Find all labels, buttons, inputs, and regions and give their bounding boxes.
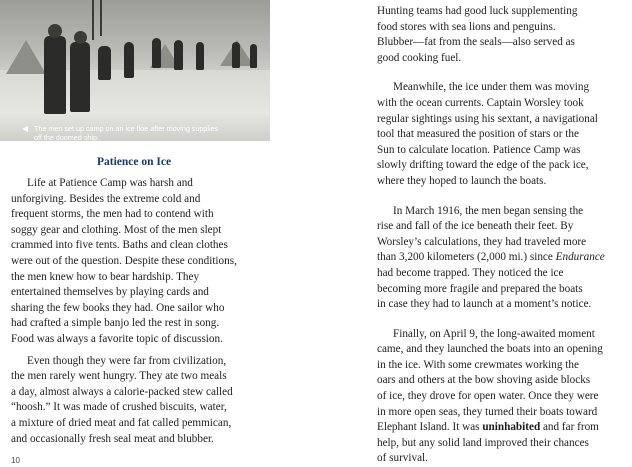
text-line: with the ocean currents. Captain Worsley took: [377, 96, 584, 109]
text-line: “hoosh.” It was made of crushed biscuits, water,: [11, 401, 227, 414]
text-line: regular sightings using his sextant, a navigational: [377, 112, 598, 125]
text-line: of survival.: [377, 452, 428, 465]
text-line: Sun to calculate location. Patience Camp was: [377, 143, 581, 156]
text-line: Food was always a favorite topic of discussion.: [11, 332, 223, 345]
text-line: a mixture of dried meat and fat called pemmican,: [11, 416, 232, 429]
text-line: in more open seas, they turned their boats toward: [377, 405, 598, 418]
text-line: tool that measured the position of stars or the: [377, 128, 579, 141]
man-figure: [232, 42, 240, 68]
text-line: Blubber—fat from the seals—also served as: [377, 36, 575, 49]
paragraph-gap: [377, 66, 629, 80]
bold-term: uninhabited: [482, 421, 541, 434]
text-line: oars and others at the bow shoving aside blocks: [377, 374, 591, 387]
text-line: Hunting teams had good luck supplementing: [377, 5, 578, 17]
ship-mast: [92, 0, 94, 40]
text-line: Meanwhile, the ice under them was moving: [393, 81, 590, 94]
man-head: [48, 24, 62, 38]
ship-name: Endurance: [555, 251, 605, 264]
text-line: than 3,200 kilometers (2,000 mi.) since Endurance: [377, 251, 605, 264]
man-figure: [152, 38, 161, 68]
text-line: Elephant Island. It was uninhabited and far from: [377, 421, 599, 434]
text-line: in case they had to launch at a moment’s notice.: [377, 298, 592, 311]
right-column: [377, 4, 629, 467]
ship-mast: [100, 0, 102, 36]
text-line: entertained themselves by playing cards and: [11, 286, 209, 299]
text-line: had crafted a simple banjo led the rest in song.: [11, 317, 220, 330]
text-line: came, and they launched the boats into an opening: [377, 343, 603, 356]
photo-caption: ◀ The men set up camp on an ice floe after moving supplies off the doomed ship.: [22, 124, 219, 141]
text-line: where they hoped to launch the boats.: [377, 174, 547, 187]
section-heading: Patience on Ice: [97, 156, 172, 168]
text-line: soggy gear and clothing. Most of the men slept: [11, 223, 222, 236]
man-figure: [196, 42, 204, 70]
caption-arrow-icon: ◀: [22, 124, 29, 133]
man-figure: [70, 42, 90, 112]
text-line: Worsley’s calculations, they had traveled more: [377, 235, 587, 248]
text-line: help, but any solid land improved their chances: [377, 436, 589, 449]
text-line: had become trapped. They noticed the ice: [377, 266, 564, 279]
text-line: rise and fall of the ice beneath their feet. By: [377, 220, 574, 233]
man-figure: [44, 36, 66, 114]
man-figure: [124, 42, 134, 78]
text-line: slowly drifting toward the edge of the pack ice,: [377, 159, 589, 172]
text-line: sharing the few books they had. One sailor who: [11, 301, 225, 314]
text-line: were out of the question. Despite these conditions,: [11, 254, 237, 267]
paragraph-gap: [377, 190, 629, 204]
man-head: [74, 31, 87, 44]
text-line: food stores with sea lions and penguins.: [377, 20, 556, 33]
text-line: becoming more fragile and prepared the boats: [377, 282, 583, 295]
expedition-photo: [0, 0, 270, 141]
text-line: frequent storms, the men had to contend with: [11, 208, 214, 221]
text-line: unforgiving. Besides the extreme cold and: [11, 192, 201, 205]
text-line: Even though they were far from civilization,: [27, 354, 227, 367]
text-line: in the ice. With some crewmates working the: [377, 358, 579, 371]
paragraph-gap: [377, 313, 629, 327]
text-line: crammed into five tents. Baths and clean clothes: [11, 239, 228, 252]
text-line: good cooking fuel.: [377, 51, 462, 64]
man-figure: [250, 44, 257, 68]
text-line: the men knew how to bear hardship. They: [11, 270, 200, 283]
text-line: the men rarely went hungry. They ate two meals: [11, 370, 227, 383]
text-line: Finally, on April 9, the long-awaited moment: [393, 327, 595, 340]
text-line: and occasionally fresh seal meat and blubber.: [11, 432, 214, 445]
man-figure: [98, 46, 111, 80]
page-number: 10: [11, 456, 20, 465]
text-line: a day, almost always a calorie-packed stew called: [11, 385, 233, 398]
left-column: [11, 176, 273, 447]
text-line: Life at Patience Camp was harsh and: [27, 177, 193, 189]
man-figure: [174, 40, 183, 70]
tent: [6, 40, 46, 74]
text-line: In March 1916, the men began sensing the: [393, 204, 584, 217]
text-line: of ice, they drove for open water. Once they were: [377, 390, 599, 403]
